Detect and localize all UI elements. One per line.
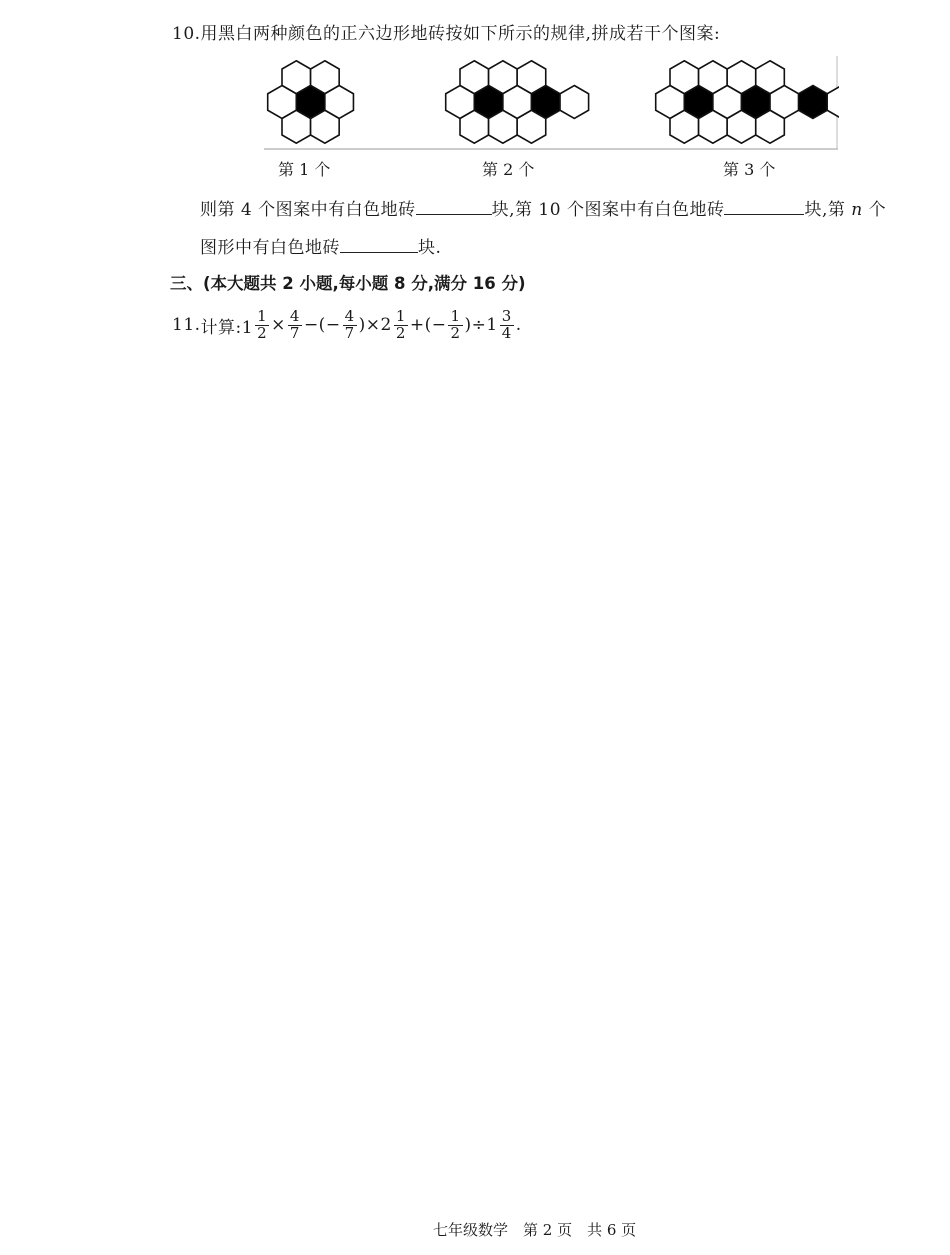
frac-num: 3 [501,307,512,325]
minus-open-paren: −(− [303,315,341,336]
q10-line2 [200,195,886,220]
frac-num: 1 [395,307,406,325]
q10-line2-part-d: 个 [868,200,887,220]
caption-figure-3: 第 3 个 [723,160,776,179]
times-sign: × [271,315,286,336]
white-hex-tile [517,110,546,143]
white-hex-tile [756,110,785,143]
fraction-1-2-b [394,309,408,342]
plus-open-paren: +(− [409,315,447,336]
q10-number: 10. [172,24,201,44]
frac-num: 1 [450,307,461,325]
black-hex-tile [799,86,828,119]
frac-num: 4 [344,307,355,325]
white-hex-tile [489,110,518,143]
answer-blank-4th[interactable] [416,198,492,215]
fraction-neg-1-2 [448,309,462,342]
fraction-neg-4-7 [343,309,357,342]
white-hex-tile [727,110,756,143]
q10-stem [172,19,720,44]
q10-line2-part-a: 则第 4 个图案中有白色地砖 [200,200,416,220]
q10-line3 [200,233,441,258]
frac-den: 4 [501,323,512,342]
frac-den: 2 [395,323,406,342]
white-hex-tile [460,110,489,143]
close-divide-one: )÷1 [464,315,498,336]
white-hex-tile [282,110,311,143]
q11-number: 11. [172,315,201,336]
fraction-4-7 [288,309,302,342]
q10-line2-part-b: 块,第 10 个图案中有白色地砖 [491,200,725,220]
q11-prefix: 计算:1 [200,317,254,338]
q10-line3-part-b: 块. [418,238,442,258]
q10-line2-part-c: 块,第 [804,200,846,220]
pattern-3 [656,61,839,144]
answer-blank-10th[interactable] [724,198,804,215]
frac-den: 2 [450,323,461,342]
section3-heading: 三、(本大题共 2 小题,每小题 8 分,满分 16 分) [170,274,526,293]
answer-blank-nth[interactable] [340,236,418,253]
q10-stem-text: 用黑白两种颜色的正六边形地砖按如下所示的规律,拼成若干个图案: [200,24,721,44]
caption-figure-1: 第 1 个 [278,160,331,179]
frac-num: 4 [289,307,300,325]
q11-expression [172,309,522,342]
period: . [515,315,522,336]
fraction-3-4 [500,309,514,342]
frac-den: 7 [344,323,355,342]
white-hex-tile [670,110,699,143]
caption-figure-2: 第 2 个 [482,160,535,179]
frac-den: 2 [257,323,268,342]
frac-den: 7 [289,323,300,342]
pattern-1 [268,61,354,144]
white-hex-tile [827,86,839,119]
hexagon-tile-figure [264,56,839,152]
q10-line3-part-a: 图形中有白色地砖 [200,238,340,258]
variable-n: n [851,200,863,220]
frac-num: 1 [257,307,268,325]
page-footer: 七年级数学 第 2 页 共 6 页 [433,1221,637,1239]
white-hex-tile [699,110,728,143]
white-hex-tile [560,86,589,119]
pattern-2 [446,61,589,144]
close-times-two: )×2 [358,315,392,336]
white-hex-tile [311,110,340,143]
fraction-1-2 [255,309,269,342]
